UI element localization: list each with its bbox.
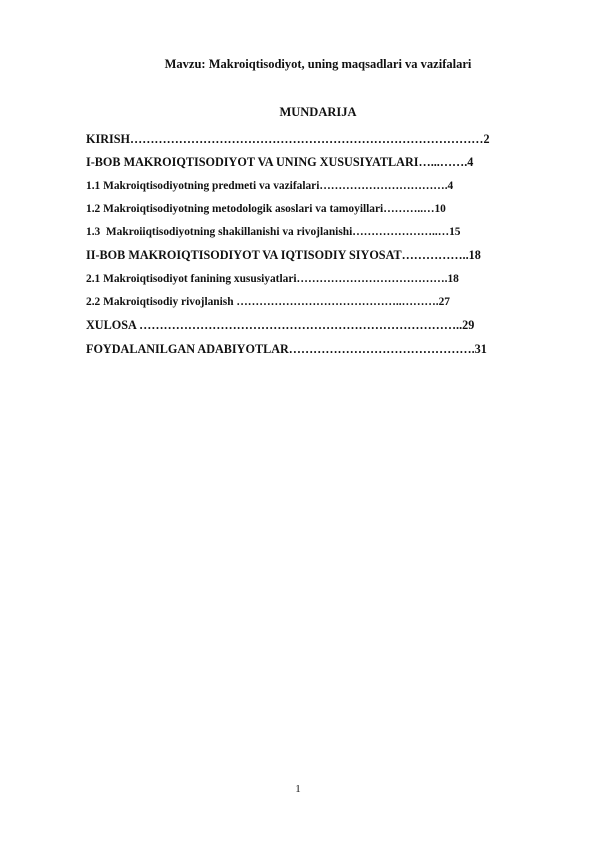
toc-entry-text: XULOSA ……………………………………………………………………..29 <box>86 318 475 333</box>
toc-entry-text: 1.2 Makroiqtisodiyotning metodologik asoslari va tamoyillari………..…10 <box>86 202 446 215</box>
table-of-contents <box>86 128 556 361</box>
toc-entry-text: II-BOB MAKROIQTISODIYOT VA IQTISODIY SIYOSAT……………..18 <box>86 248 481 263</box>
toc-entry-text: I-BOB MAKROIQTISODIYOT VA UNING XUSUSIYATLARI…...…….4 <box>86 155 474 170</box>
toc-entry-text: KIRISH……………………………………………………………………………2 <box>86 132 490 146</box>
toc-entry-text: 1.3 Makroiiqtisodiyotning shakillanishi va rivojlanishi…………………..…15 <box>86 226 461 239</box>
toc-entry-section-1-1[interactable] <box>86 175 556 198</box>
toc-entry-section-1-2[interactable] <box>86 198 556 221</box>
toc-entry-text: 1.1 Makroiqtisodiyotning predmeti va vazifalari…………………………….4 <box>86 179 454 192</box>
toc-entry-text: 2.2 Makroiqtisodiy rivojlanish ……………………………………..……….27 <box>86 296 450 309</box>
toc-entry-chapter-2[interactable] <box>86 244 556 267</box>
toc-entry-chapter-1[interactable] <box>86 151 556 174</box>
toc-entry-kirish[interactable] <box>86 128 556 151</box>
toc-entry-references[interactable] <box>86 338 556 361</box>
toc-entry-text: FOYDALANILGAN ADABIYOTLAR……………………………………….31 <box>86 341 487 356</box>
document-topic: Mavzu: Makroiqtisodiyot, uning maqsadlari va vazifalari <box>164 57 472 71</box>
page-number: 1 <box>295 783 301 795</box>
toc-entry-xulosa[interactable] <box>86 314 556 337</box>
toc-entry-section-1-3[interactable] <box>86 221 556 244</box>
toc-entry-section-2-2[interactable] <box>86 291 556 314</box>
toc-entry-text: 2.1 Makroiqtisodiyot fanining xususiyatlari………………………………….18 <box>86 272 459 285</box>
toc-entry-section-2-1[interactable] <box>86 268 556 291</box>
toc-heading: MUNDARIJA <box>279 105 357 119</box>
